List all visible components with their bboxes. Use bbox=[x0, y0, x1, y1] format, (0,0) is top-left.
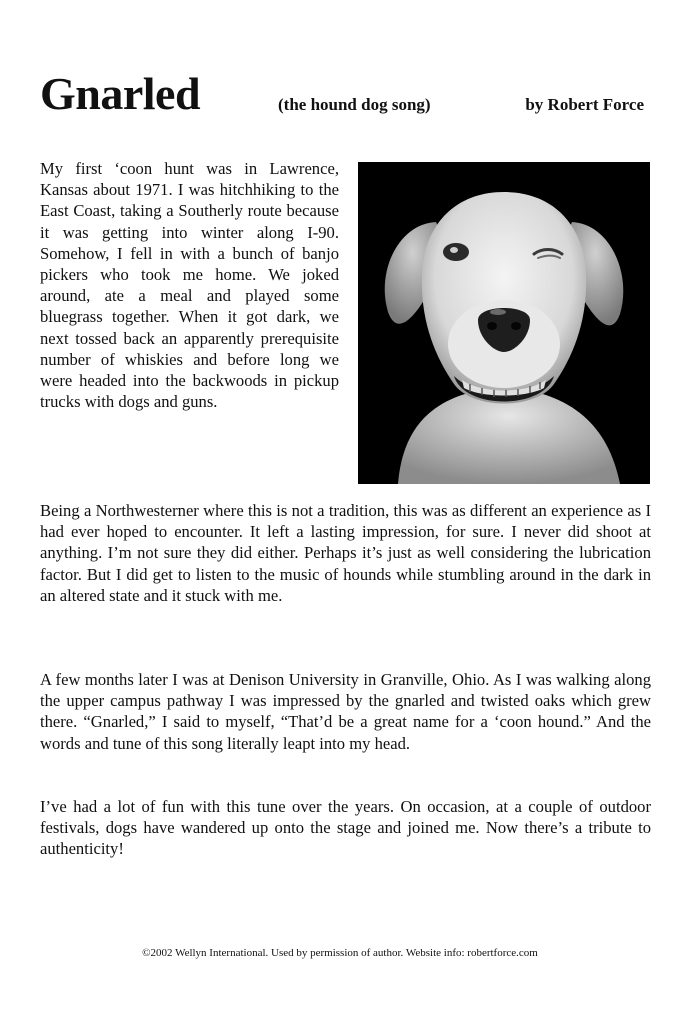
page-header bbox=[40, 66, 644, 126]
paragraph-1: My first ‘coon hunt was in Lawrence, Kansas about 1971. I was hitchhiking to the East Coast, taking a Southerly route because it was getting into winter along I-90. Somehow, I fell in with a bunch of banjo pickers who took me home. We joked around, ate a meal and played some bluegrass together. When it got dark, we next tossed back an apparently prerequisite number of whiskies and before long we were headed into the backwoods in pickup trucks with dogs and guns. bbox=[40, 159, 339, 412]
dog-photo bbox=[358, 162, 650, 484]
dog-photo-icon bbox=[358, 162, 650, 484]
intro-column bbox=[40, 158, 339, 412]
paragraph-3-block bbox=[40, 669, 651, 754]
paragraph-3: A few months later I was at Denison University in Granville, Ohio. As I was walking along the upper campus pathway I was impressed by the gnarled and twisted oaks which grew there. “Gnarled,” I said to myself, “That’d be a great name for a ‘coon hound.” And the words and tune of this song literally leapt into my head. bbox=[40, 670, 651, 753]
paragraph-2-block bbox=[40, 500, 651, 606]
author-credit: by Robert Force bbox=[525, 95, 644, 114]
paragraph-2: Being a Northwesterner where this is not a tradition, this was as different an experience as I had ever hoped to encounter. It left a lasting impression, for sure. I never did shoot at anything. I’m not sure they did either. Perhaps it’s just as well considering the lubrication factor. But I did get to listen to the music of hounds while stumbling around in the dark in an altered state and it stuck with me. bbox=[40, 501, 651, 605]
page-title: Gnarled bbox=[40, 68, 201, 119]
paragraph-4-block bbox=[40, 796, 651, 860]
paragraph-4: I’ve had a lot of fun with this tune over the years. On occasion, at a couple of outdoor festivals, dogs have wandered up onto the stage and joined me. Now there’s a tribute to authenticity! bbox=[40, 797, 651, 859]
song-subtitle: (the hound dog song) bbox=[278, 95, 431, 114]
copyright-footer: ©2002 Wellyn International. Used by permission of author. Website info: robertforce.com bbox=[142, 947, 538, 959]
